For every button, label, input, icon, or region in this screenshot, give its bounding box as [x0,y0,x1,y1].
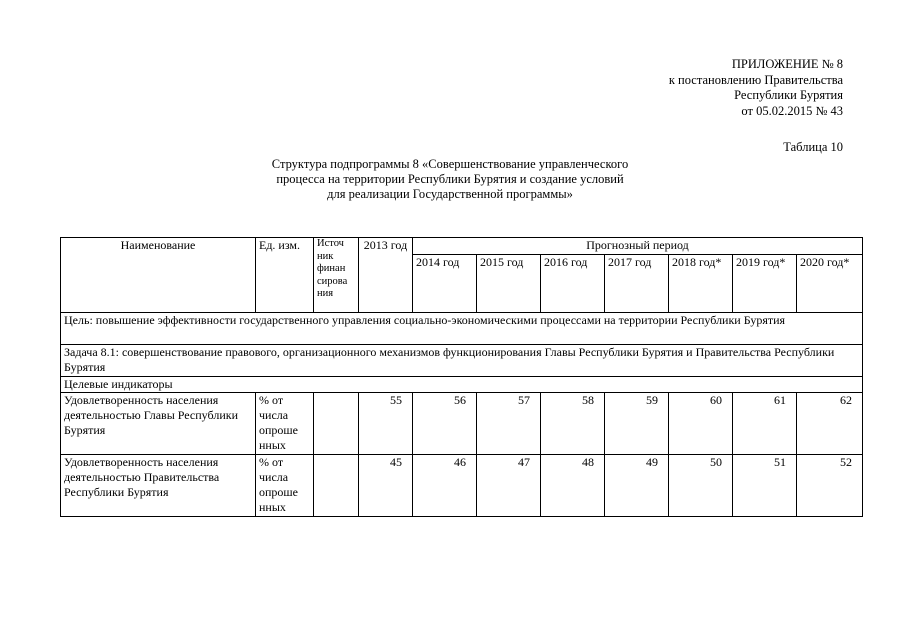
indicator-value: 55 [359,393,413,455]
header-name: Наименование [61,238,256,313]
goal-row [61,313,863,345]
indicator-unit: % от числа опроше нных [256,455,314,517]
appendix-block [669,57,843,119]
indicator-value: 57 [477,393,541,455]
appendix-line-2: к постановлению Правительства [668,72,843,87]
header-year: 2020 год* [797,255,863,313]
indicator-name: Удовлетворенность населения деятельностью Главы Республики Бурятия [61,393,256,455]
indicator-value: 49 [605,455,669,517]
indicators-label: Целевые индикаторы [61,377,863,393]
table-row [61,455,863,517]
header-forecast: Прогнозный период [413,238,863,255]
indicator-value: 56 [413,393,477,455]
header-year: 2019 год* [733,255,797,313]
indicator-source [314,455,359,517]
indicator-value: 62 [797,393,863,455]
title-line-1: Структура подпрограммы 8 «Совершенствование управленческого [271,157,629,171]
task-row [61,345,863,377]
title-line-2: процесса на территории Республики Бурятия и создание условий [276,172,624,186]
table-label: Таблица 10 [783,140,843,154]
indicator-value: 48 [541,455,605,517]
table-row [61,393,863,455]
appendix-line-1: ПРИЛОЖЕНИЕ № 8 [731,57,843,71]
indicator-name: Удовлетворенность населения деятельностью Правительства Республики Бурятия [61,455,256,517]
appendix-line-3: Республики Бурятия [734,88,843,102]
structure-table [60,237,863,517]
header-row-1 [61,238,863,255]
indicator-unit: % от числа опроше нных [256,393,314,455]
header-year: 2018 год* [669,255,733,313]
header-year: 2014 год [413,255,477,313]
header-unit: Ед. изм. [256,238,314,313]
indicator-value: 47 [477,455,541,517]
indicator-value: 61 [733,393,797,455]
header-base-year: 2013 год [359,238,413,313]
header-source: Источ ник финан сирова ния [314,238,359,313]
indicators-row [61,377,863,393]
appendix-line-4: от 05.02.2015 № 43 [741,103,843,118]
indicator-value: 45 [359,455,413,517]
indicator-value: 52 [797,455,863,517]
title-line-3: для реализации Государственной программы» [327,187,573,201]
task-text: Задача 8.1: совершенствование правового, организационного механизмов функционирования Главы Республики Бурятия и Правительства Республики Бурятия [61,345,863,377]
indicator-value: 51 [733,455,797,517]
document-title [200,157,700,202]
goal-text: Цель: повышение эффективности государственного управления социально-экономическими процессами на территории Республики Бурятия [61,313,863,345]
header-year: 2016 год [541,255,605,313]
indicator-value: 50 [669,455,733,517]
indicator-value: 46 [413,455,477,517]
indicator-source [314,393,359,455]
header-year: 2017 год [605,255,669,313]
header-year: 2015 год [477,255,541,313]
indicator-value: 58 [541,393,605,455]
indicator-value: 59 [605,393,669,455]
indicator-value: 60 [669,393,733,455]
